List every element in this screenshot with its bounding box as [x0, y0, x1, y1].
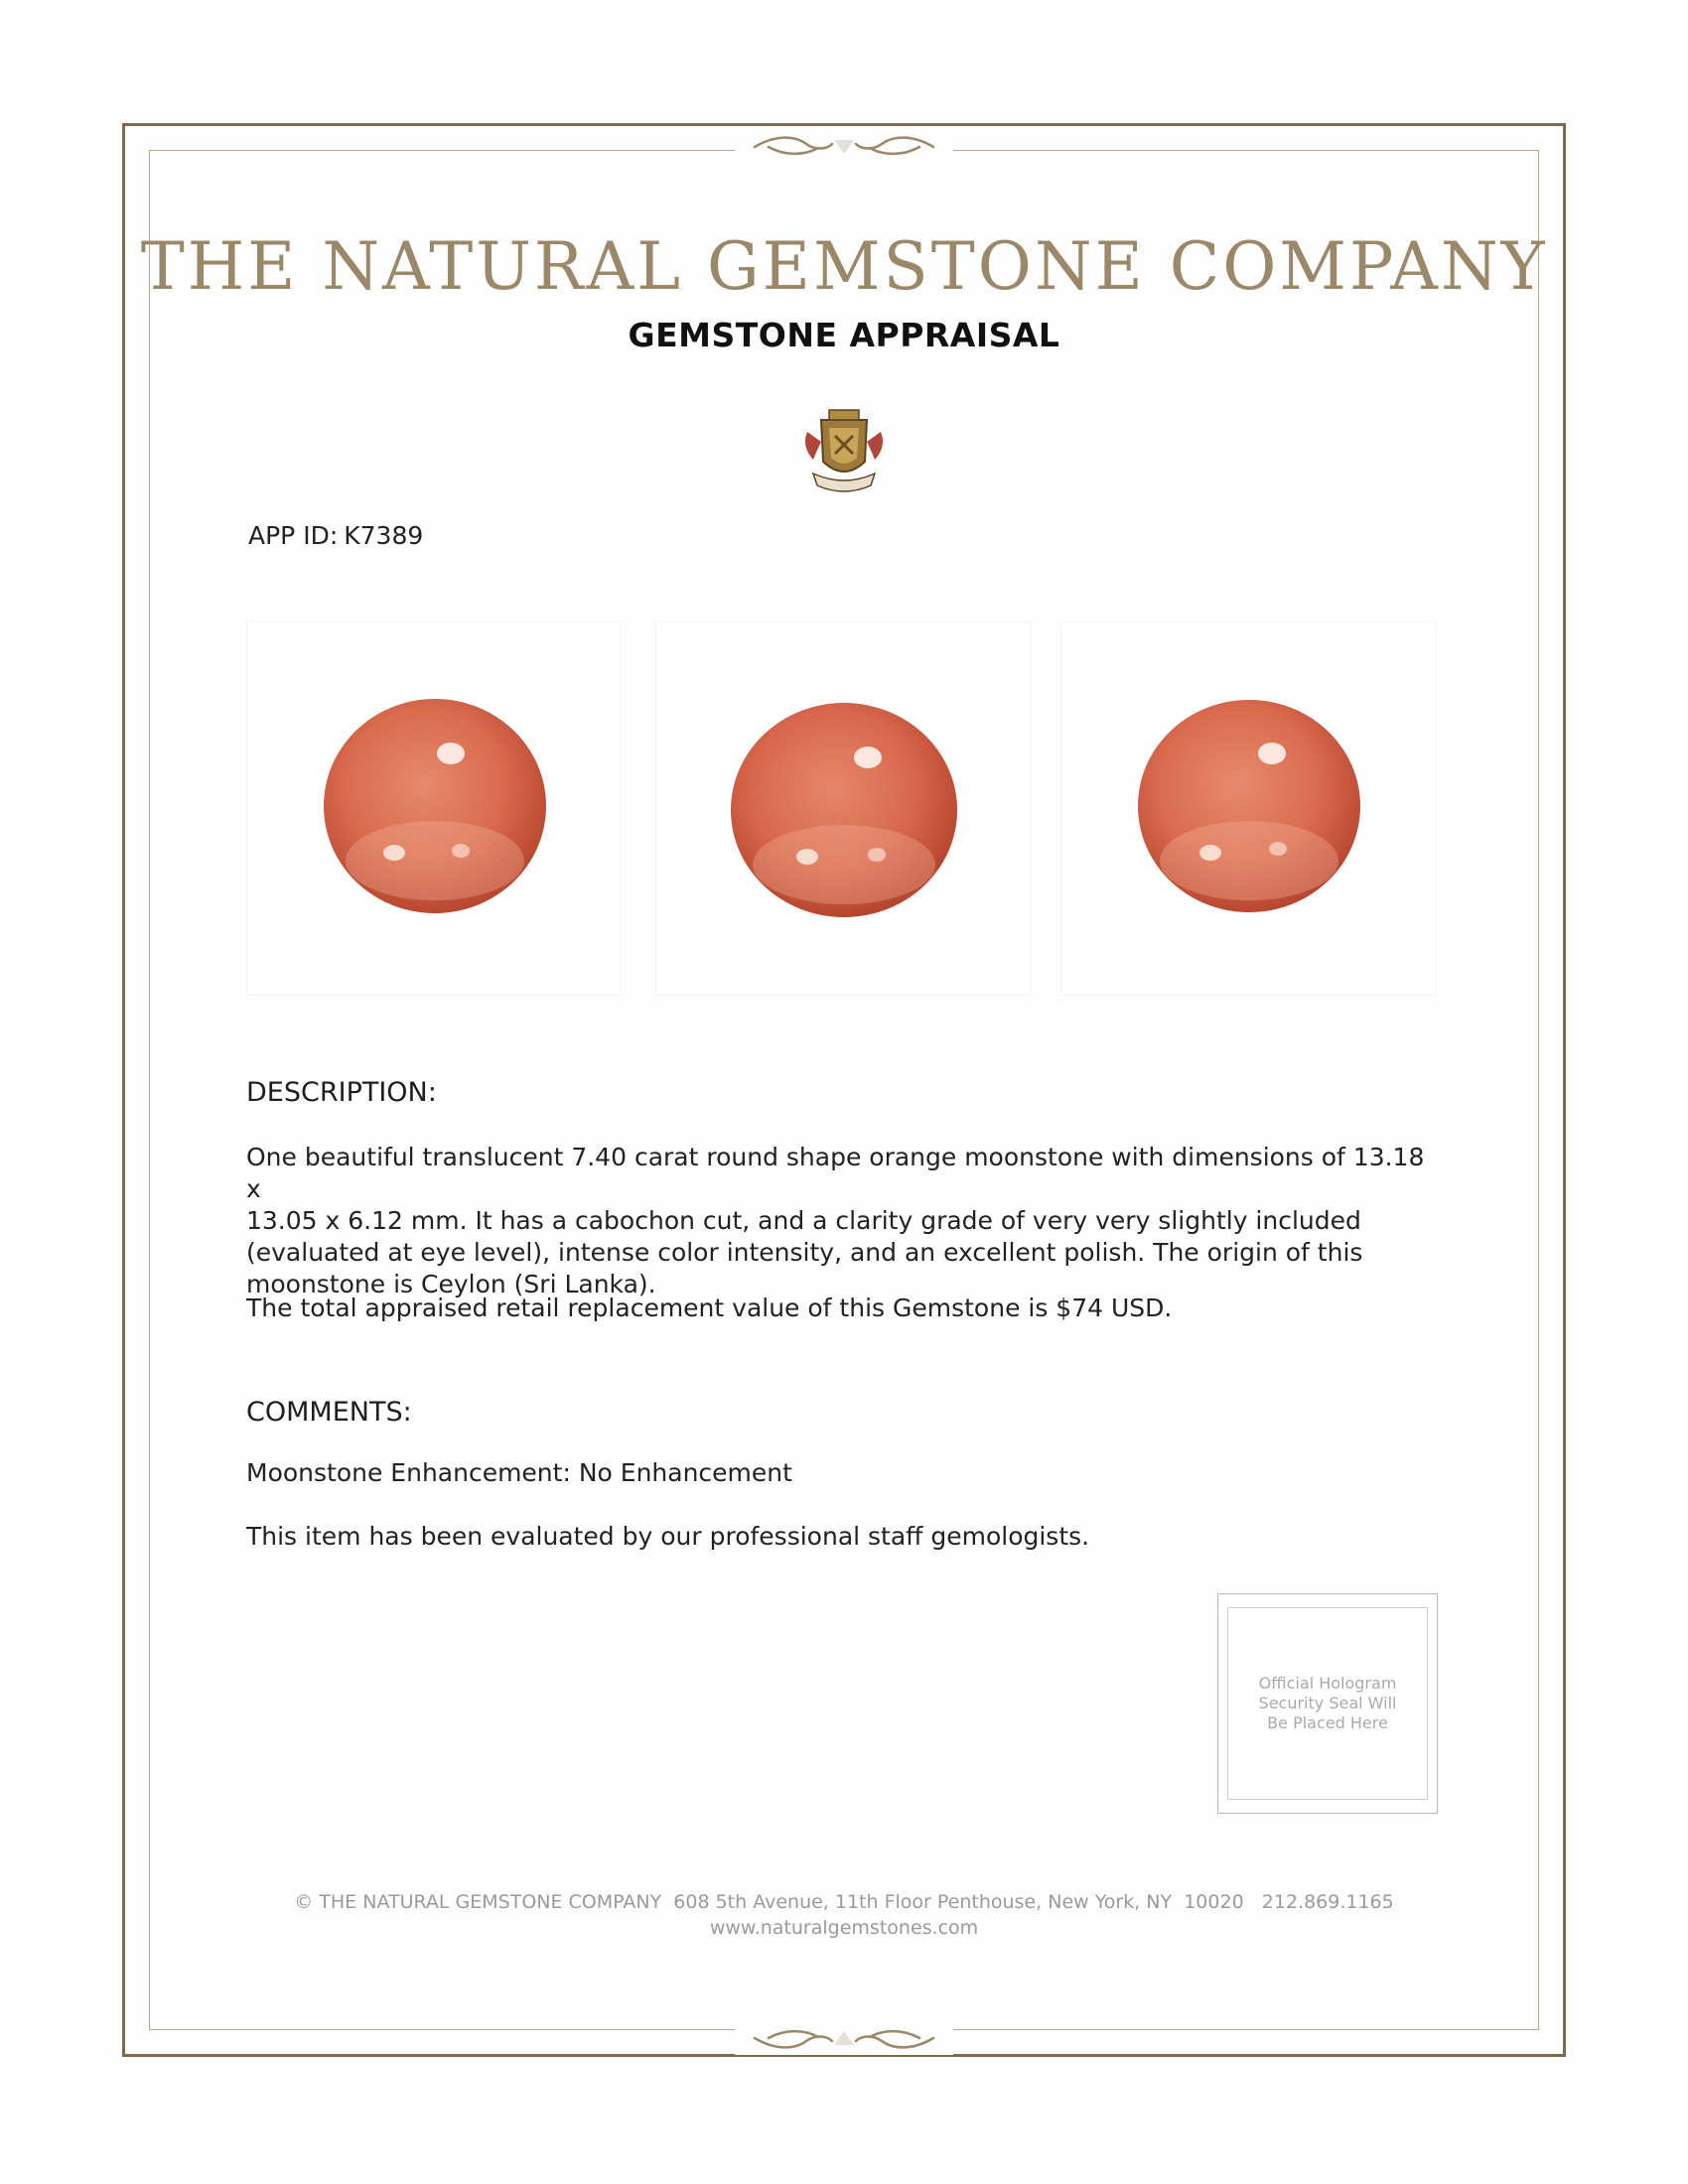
description-line: One beautiful translucent 7.40 carat round shape orange moonstone with dimensions of 13.18 x: [246, 1143, 1425, 1203]
app-id-value: K7389: [344, 521, 424, 550]
description-line: (evaluated at eye level), intense color intensity, and an excellent polish. The origin of this: [246, 1238, 1363, 1267]
comments-heading: COMMENTS:: [246, 1397, 412, 1428]
description-text: [246, 1142, 1438, 1300]
app-id-label: APP ID:: [248, 521, 339, 550]
seal-text-line: Official Hologram: [1258, 1674, 1397, 1693]
gem-photo-1: [247, 622, 621, 995]
top-ornament-icon: [735, 130, 953, 164]
appraised-value: The total appraised retail replacement value of this Gemstone is $74 USD.: [246, 1294, 1173, 1322]
hologram-seal-placeholder: [1217, 1593, 1438, 1814]
app-id: [248, 521, 429, 550]
bottom-ornament-icon: [735, 2021, 953, 2055]
document-type: GEMSTONE APPRAISAL: [628, 316, 1060, 354]
gem-photo-2: [656, 622, 1030, 995]
description-heading: DESCRIPTION:: [246, 1077, 437, 1108]
gem-photo-3: [1061, 622, 1435, 995]
footer-website[interactable]: www.naturalgemstones.com: [709, 1917, 979, 1939]
seal-text-line: Be Placed Here: [1267, 1713, 1388, 1732]
seal-text-line: Security Seal Will: [1258, 1694, 1397, 1712]
evaluation-comment: This item has been evaluated by our professional staff gemologists.: [246, 1522, 1090, 1551]
footer: [0, 1889, 1688, 1941]
enhancement-comment: Moonstone Enhancement: No Enhancement: [246, 1458, 792, 1487]
company-name: THE NATURAL GEMSTONE COMPANY: [140, 228, 1548, 305]
heraldic-crest-icon: [799, 402, 889, 501]
footer-address: © THE NATURAL GEMSTONE COMPANY 608 5th Avenue, 11th Floor Penthouse, New York, NY 10020 212.869.1165: [294, 1891, 1394, 1913]
description-line: moonstone is Ceylon (Sri Lanka).: [246, 1270, 656, 1298]
description-line: 13.05 x 6.12 mm. It has a cabochon cut, and a clarity grade of very very slightly included: [246, 1206, 1361, 1235]
